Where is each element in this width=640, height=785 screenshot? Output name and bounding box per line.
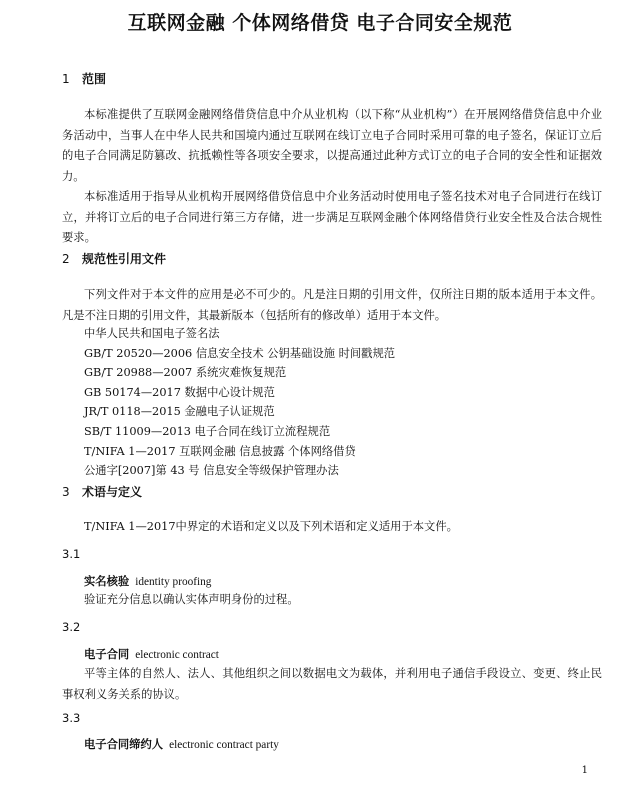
section-number: 1	[62, 72, 70, 86]
reference-item: 中华人民共和国电子签名法	[84, 327, 220, 340]
term-entry	[84, 572, 211, 592]
section-number: 3	[62, 485, 70, 499]
reference-item: T/NIFA 1—2017 互联网金融 信息披露 个体网络借贷	[84, 444, 356, 458]
term-number: 3.3	[62, 711, 81, 725]
scope-paragraph-1: 本标准提供了互联网金融网络借贷信息中介从业机构（以下称“从业机构”）在开展网络借贷信息中介业务活动中，当事人在中华人民共和国境内通过互联网在线订立电子合同时采用可靠的电子签名，保证订立后的电子合同满足防篡改、抗抵赖性等各项安全要求，以提高通过此种方式订立的电子合同的安全性和证据效力。	[62, 108, 602, 183]
term-number: 3.2	[62, 620, 81, 634]
term-chinese: 实名核验	[84, 575, 130, 588]
reference-item: GB/T 20988—2007 系统灾难恢复规范	[84, 366, 287, 380]
section-heading-scope	[62, 70, 106, 88]
term-english: identity proofing	[135, 576, 212, 588]
reference-item: JR/T 0118—2015 金融电子认证规范	[84, 405, 275, 419]
reference-item: 公通字[2007]第 43 号 信息安全等级保护管理办法	[84, 464, 339, 478]
reference-item: GB/T 20520—2006 信息安全技术 公钥基础设施 时间戳规范	[84, 346, 396, 360]
section-title: 术语与定义	[82, 485, 143, 499]
term-definition: 平等主体的自然人、法人、其他组织之间以数据电文为载体，并利用电子通信手段设立、变更、终止民事权利义务关系的协议。	[62, 667, 602, 701]
section-number: 2	[62, 252, 70, 266]
section-heading-terms	[62, 483, 142, 501]
references-intro: 下列文件对于本文件的应用是必不可少的。凡是注日期的引用文件，仅所注日期的版本适用于本文件。凡是不注日期的引用文件，其最新版本（包括所有的修改单）适用于本文件。	[62, 288, 602, 322]
reference-list	[84, 324, 604, 481]
document-title: 互联网金融 个体网络借贷 电子合同安全规范	[127, 12, 513, 34]
section-title: 范围	[82, 72, 107, 86]
reference-item: GB 50174—2017 数据中心设计规范	[84, 385, 275, 399]
term-number: 3.1	[62, 547, 81, 561]
term-entry	[84, 645, 219, 665]
page-number: 1	[581, 765, 588, 776]
scope-paragraph-2: 本标准适用于指导从业机构开展网络借贷信息中介业务活动时使用电子签名技术对电子合同进行在线订立，并将订立后的电子合同进行第三方存储，进一步满足互联网金融个体网络借贷行业安全性及合法合规性要求。	[62, 190, 602, 244]
term-english: electronic contract party	[169, 739, 279, 751]
term-entry	[84, 735, 279, 755]
terms-intro: T/NIFA 1—2017中界定的术语和定义以及下列术语和定义适用于本文件。	[84, 520, 458, 533]
reference-item: SB/T 11009—2013 电子合同在线订立流程规范	[84, 424, 331, 438]
term-chinese: 电子合同	[84, 648, 130, 661]
term-definition: 验证充分信息以确认实体声明身份的过程。	[84, 593, 299, 606]
section-heading-references	[62, 250, 166, 268]
term-chinese: 电子合同缔约人	[84, 738, 164, 751]
section-title: 规范性引用文件	[82, 252, 167, 266]
term-english: electronic contract	[135, 649, 219, 661]
